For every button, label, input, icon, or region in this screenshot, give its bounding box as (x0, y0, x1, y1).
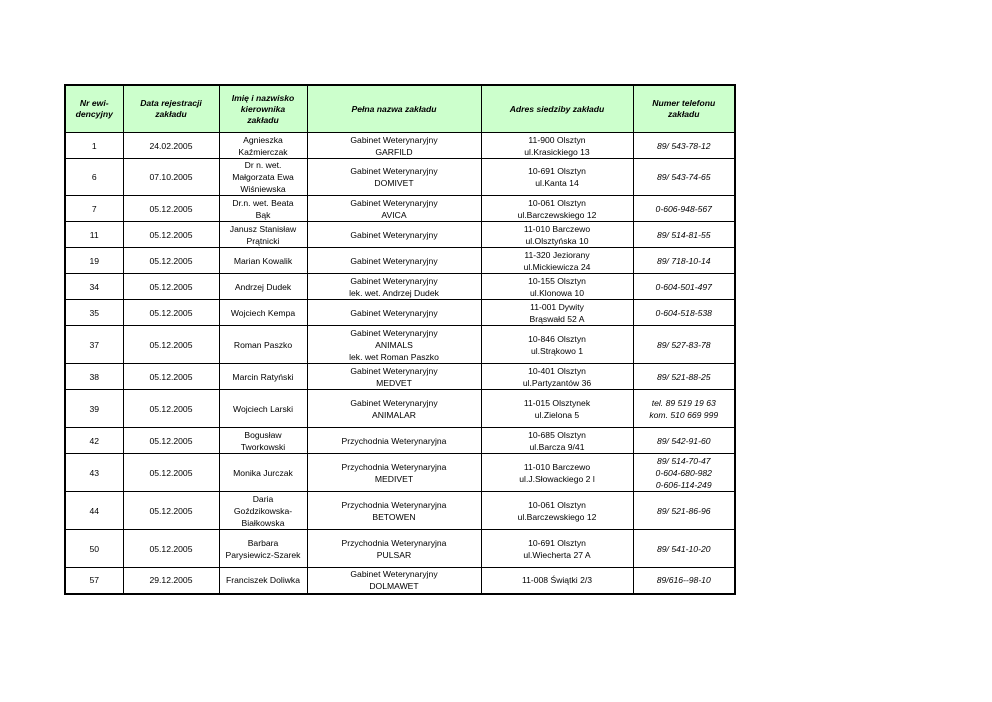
header-text-line: zakładu (155, 109, 187, 119)
cell-manager-line: Roman Paszko (233, 339, 293, 350)
cell-name (307, 454, 481, 492)
cell-address-line: 10-846 Olsztyn (528, 333, 586, 344)
cell-phone-line: 0-604-518-538 (655, 307, 712, 318)
cell-phone-line: 89/ 543-74-65 (656, 172, 711, 182)
cell-address (481, 196, 633, 222)
cell-date-line: 05.12.2005 (149, 281, 193, 292)
cell-address-line: 11-010 Barczewo (523, 223, 591, 234)
cell-name (307, 159, 481, 196)
cell-phone-line: 0-604-680-982 (655, 467, 712, 478)
cell-address (481, 428, 633, 454)
cell-name-line: Przychodnia Weterynaryjna (341, 537, 447, 548)
header-date (123, 85, 219, 133)
cell-phone (633, 428, 735, 454)
cell-address (481, 454, 633, 492)
cell-manager (219, 428, 307, 454)
cell-nr (65, 492, 123, 530)
cell-nr-line: 19 (89, 255, 100, 266)
cell-manager-line: Tworkowski (240, 441, 286, 452)
header-row (65, 85, 735, 133)
cell-nr-line: 35 (89, 307, 100, 318)
cell-phone (633, 274, 735, 300)
cell-name (307, 364, 481, 390)
cell-date (123, 159, 219, 196)
cell-manager (219, 133, 307, 159)
cell-manager (219, 159, 307, 196)
header-text-line: zakładu (247, 114, 279, 125)
table-row (65, 274, 735, 300)
cell-date-line: 05.12.2005 (149, 339, 193, 350)
cell-phone (633, 390, 735, 428)
cell-address-line: 11-320 Jeziorany (524, 249, 590, 260)
cell-phone-line: 89/ 718-10-14 (656, 255, 711, 266)
cell-name-line: Gabinet Weterynaryjny (350, 229, 438, 240)
cell-name-line: Gabinet Weterynaryjny (350, 275, 438, 286)
cell-manager-line: Wojciech Larski (232, 403, 294, 414)
header-nr (65, 85, 123, 133)
cell-address-line: ul.Barczewskiego 12 (517, 209, 597, 220)
cell-name-line: lek. wet Roman Paszko (349, 351, 439, 362)
table-row (65, 133, 735, 159)
cell-address (481, 568, 633, 594)
cell-manager-line: Daria (252, 493, 274, 504)
cell-address-line: ul.Olsztyńska 10 (525, 235, 589, 246)
cell-phone-line: 89/ 514-81-55 (656, 229, 711, 240)
cell-nr-line: 6 (91, 172, 97, 182)
cell-manager-line: Prątnicki (246, 235, 280, 246)
cell-manager (219, 326, 307, 364)
cell-nr (65, 274, 123, 300)
table-row (65, 326, 735, 364)
cell-name-line: Gabinet Weterynaryjny (350, 307, 438, 318)
cell-manager-line: Dr.n. wet. Beata (232, 197, 294, 208)
cell-nr-line: 11 (89, 229, 99, 240)
cell-nr (65, 196, 123, 222)
cell-phone-line: 89/ 542-91-60 (656, 435, 711, 446)
cell-phone-line: 89/ 527-83-78 (656, 339, 711, 350)
cell-manager-line: Wiśniewska (240, 184, 286, 194)
cell-phone-line: 89/ 521-88-25 (656, 371, 711, 382)
cell-address-line: ul.Klonowa 10 (530, 287, 584, 298)
cell-address (481, 159, 633, 196)
cell-nr (65, 159, 123, 196)
cell-address-line: ul.Mickiewicza 24 (523, 261, 591, 272)
table-row (65, 364, 735, 390)
cell-name (307, 274, 481, 300)
table-row (65, 390, 735, 428)
cell-manager-line: Bogusław (244, 429, 282, 440)
cell-manager-line: Monika Jurczak (233, 467, 293, 478)
table-row (65, 568, 735, 594)
cell-phone (633, 364, 735, 390)
cell-nr (65, 364, 123, 390)
cell-address (481, 364, 633, 390)
table-row (65, 248, 735, 274)
cell-manager-line: Franciszek Doliwka (225, 575, 301, 586)
cell-phone (633, 300, 735, 326)
header-text-line: dencyjny (75, 109, 113, 119)
cell-address-line: ul.J.Słowackiego 2 l (519, 473, 595, 484)
cell-nr-line: 50 (89, 543, 100, 554)
cell-manager-line: Bąk (255, 209, 271, 220)
cell-name-line: ANIMALAR (372, 409, 416, 420)
cell-date (123, 390, 219, 428)
cell-phone (633, 159, 735, 196)
cell-manager (219, 364, 307, 390)
cell-phone (633, 454, 735, 492)
cell-nr (65, 428, 123, 454)
cell-name-line: Gabinet Weterynaryjny (350, 569, 438, 580)
cell-name-line: PULSAR (376, 549, 412, 560)
cell-nr-line: 37 (89, 339, 100, 350)
cell-date-line: 05.12.2005 (149, 307, 193, 318)
cell-phone (633, 326, 735, 364)
header-text-line: Adres siedziby zakładu (509, 103, 605, 114)
table-row (65, 196, 735, 222)
cell-address-line: ul.Strąkowo 1 (530, 345, 584, 356)
cell-phone-line: tel. 89 519 19 63 (651, 397, 716, 408)
cell-manager-line: Marian Kowalik (233, 255, 293, 266)
cell-address-line: 10-691 Olsztyn (528, 537, 586, 548)
cell-phone-line: 89/ 521-86-96 (656, 505, 711, 516)
cell-nr-line: 7 (91, 203, 97, 214)
cell-manager-line: Agnieszka (243, 134, 283, 145)
cell-address-line: 10-685 Olsztyn (528, 429, 586, 440)
cell-manager (219, 300, 307, 326)
cell-name (307, 428, 481, 454)
cell-name (307, 133, 481, 159)
cell-name (307, 248, 481, 274)
cell-address (481, 248, 633, 274)
cell-phone-line: 89/ 541-10-20 (656, 543, 711, 554)
cell-nr-line: 34 (89, 281, 100, 292)
cell-name-line: DOMIVET (374, 178, 414, 188)
cell-name (307, 222, 481, 248)
cell-nr (65, 454, 123, 492)
cell-date (123, 274, 219, 300)
cell-date (123, 454, 219, 492)
cell-name-line: Przychodnia Weterynaryjna (341, 435, 447, 446)
cell-name-line: BETOWEN (372, 511, 416, 522)
cell-date-line: 05.12.2005 (149, 255, 193, 266)
cell-address-line: ul.Krasickiego 13 (524, 146, 590, 157)
table-row (65, 222, 735, 248)
cell-date-line: 05.12.2005 (149, 505, 193, 516)
cell-address-line: ul.Kanta 14 (535, 178, 579, 188)
cell-date-line: 24.02.2005 (149, 140, 193, 151)
cell-date-line: 29.12.2005 (149, 575, 193, 586)
cell-date-line: 05.12.2005 (149, 435, 193, 446)
cell-nr (65, 222, 123, 248)
cell-date (123, 196, 219, 222)
header-text-line: Pełna nazwa zakładu (351, 103, 437, 114)
table-row (65, 492, 735, 530)
cell-address-line: 10-155 Olsztyn (528, 275, 586, 286)
cell-nr (65, 390, 123, 428)
cell-date (123, 300, 219, 326)
cell-name (307, 196, 481, 222)
cell-nr (65, 300, 123, 326)
cell-phone (633, 568, 735, 594)
cell-name-line: MEDVET (376, 377, 412, 388)
cell-phone (633, 248, 735, 274)
cell-address-line: 10-401 Olsztyn (528, 365, 586, 376)
cell-name-line: Gabinet Weterynaryjny (350, 255, 438, 266)
cell-name-line: Gabinet Weterynaryjny (350, 197, 438, 208)
cell-name-line: MEDIVET (374, 473, 414, 484)
cell-address-line: 11-001 Dywity (530, 301, 584, 312)
cell-manager-line: Białkowska (241, 517, 285, 528)
cell-date (123, 428, 219, 454)
cell-phone-line: kom. 510 669 999 (649, 409, 719, 420)
cell-nr-line: 57 (89, 575, 100, 586)
header-address (481, 85, 633, 133)
cell-name-line: GARFILD (375, 146, 413, 157)
header-name (307, 85, 481, 133)
cell-address-line: ul.Zielona 5 (534, 409, 580, 420)
cell-phone (633, 530, 735, 568)
cell-nr-line: 38 (89, 371, 100, 382)
cell-nr-line: 44 (89, 505, 100, 516)
cell-address-line: 10-061 Olsztyn (528, 499, 586, 510)
cell-phone-line: 0-606-114-249 (655, 479, 712, 490)
cell-date (123, 248, 219, 274)
cell-phone-line: 89/616--98-10 (656, 575, 711, 586)
table-row (65, 159, 735, 196)
cell-manager-line: Andrzej Dudek (234, 281, 292, 292)
cell-manager (219, 248, 307, 274)
cell-phone (633, 196, 735, 222)
cell-name-line: Przychodnia Weterynaryjna (341, 499, 447, 510)
cell-nr-line: 1 (91, 140, 97, 151)
header-text-line: Imię i nazwisko (231, 92, 295, 103)
cell-date-line: 05.12.2005 (149, 371, 193, 382)
header-text-line: Nr ewi- (79, 98, 109, 108)
cell-manager-line: Dr n. wet. (244, 160, 282, 170)
cell-manager-line: Janusz Stanisław (229, 223, 297, 234)
cell-phone (633, 492, 735, 530)
cell-manager (219, 530, 307, 568)
cell-nr (65, 326, 123, 364)
cell-address (481, 133, 633, 159)
cell-name (307, 530, 481, 568)
cell-date-line: 07.10.2005 (149, 172, 193, 182)
cell-manager-line: Kaźmierczak (238, 146, 288, 157)
cell-address (481, 326, 633, 364)
cell-date (123, 568, 219, 594)
cell-manager (219, 274, 307, 300)
cell-name (307, 568, 481, 594)
cell-name (307, 492, 481, 530)
cell-name-line: ANIMALS (375, 339, 413, 350)
vet-registry-table (64, 84, 736, 595)
table-row (65, 428, 735, 454)
cell-manager-line: Marcin Ratyński (232, 371, 294, 382)
cell-name-line: lek. wet. Andrzej Dudek (349, 287, 439, 298)
header-text-line: zakładu (667, 109, 700, 119)
cell-manager (219, 390, 307, 428)
table-row (65, 300, 735, 326)
cell-manager-line: Wojciech Kempa (230, 307, 296, 318)
cell-address (481, 274, 633, 300)
cell-nr (65, 530, 123, 568)
cell-manager-line: Barbara (247, 537, 279, 548)
cell-manager (219, 196, 307, 222)
cell-date-line: 05.12.2005 (149, 467, 193, 478)
cell-date-line: 05.12.2005 (149, 203, 193, 214)
cell-name-line: Gabinet Weterynaryjny (350, 365, 438, 376)
header-text-line: Numer telefonu (652, 98, 716, 108)
cell-date-line: 05.12.2005 (149, 229, 193, 240)
cell-date (123, 530, 219, 568)
cell-address-line: 11-015 Olsztynek (523, 397, 591, 408)
cell-address (481, 492, 633, 530)
cell-name-line: Gabinet Weterynaryjny (350, 166, 438, 176)
cell-date (123, 133, 219, 159)
cell-address-line: ul.Partyzantów 36 (522, 377, 592, 388)
cell-phone (633, 222, 735, 248)
cell-date (123, 326, 219, 364)
cell-name-line: DOLMAWET (369, 581, 419, 592)
cell-phone-line: 89/ 514-70-47 (656, 455, 711, 466)
cell-manager (219, 454, 307, 492)
cell-address-line: ul.Barcza 9/41 (529, 441, 585, 452)
cell-phone-line: 0-604-501-497 (655, 281, 712, 292)
cell-date (123, 222, 219, 248)
cell-nr (65, 248, 123, 274)
table-row (65, 530, 735, 568)
cell-address-line: 10-061 Olsztyn (528, 197, 586, 208)
cell-manager-line: Goździkowska- (233, 505, 293, 516)
table-row (65, 454, 735, 492)
cell-phone-line: 89/ 543-78-12 (656, 140, 711, 151)
cell-address-line: ul.Wiecherta 27 A (523, 549, 591, 560)
cell-address-line: 11-010 Barczewo (523, 461, 591, 472)
cell-manager-line: Parysiewicz-Szarek (225, 549, 301, 560)
cell-address-line: 11-008 Świątki 2/3 (521, 575, 593, 586)
cell-date (123, 364, 219, 390)
cell-phone (633, 133, 735, 159)
cell-nr-line: 42 (89, 435, 100, 446)
cell-name-line: Przychodnia Weterynaryjna (341, 461, 447, 472)
cell-manager (219, 492, 307, 530)
cell-address-line: 10-691 Olsztyn (528, 166, 586, 176)
cell-phone-line: 0-606-948-567 (655, 203, 712, 214)
cell-name-line: AVICA (381, 209, 407, 220)
header-phone (633, 85, 735, 133)
cell-address-line: Brąswałd 52 A (529, 313, 585, 324)
cell-name-line: Gabinet Weterynaryjny (350, 397, 438, 408)
cell-date-line: 05.12.2005 (149, 403, 193, 414)
header-text-line: kierownika (240, 103, 286, 114)
cell-date-line: 05.12.2005 (149, 543, 193, 554)
cell-address (481, 530, 633, 568)
cell-address (481, 222, 633, 248)
cell-manager-line: Małgorzata Ewa (232, 172, 294, 182)
cell-nr-line: 39 (89, 403, 100, 414)
cell-address-line: 11-900 Olsztyn (528, 134, 586, 145)
cell-address-line: ul.Barczewskiego 12 (517, 511, 597, 522)
cell-name (307, 390, 481, 428)
cell-nr-line: 43 (89, 467, 100, 478)
header-manager (219, 85, 307, 133)
cell-address (481, 300, 633, 326)
cell-manager (219, 222, 307, 248)
cell-nr (65, 568, 123, 594)
cell-address (481, 390, 633, 428)
cell-name (307, 326, 481, 364)
cell-name-line: Gabinet Weterynaryjny (350, 327, 438, 338)
cell-name (307, 300, 481, 326)
cell-name-line: Gabinet Weterynaryjny (350, 134, 438, 145)
cell-nr (65, 133, 123, 159)
header-text-line: Data rejestracji (140, 98, 202, 108)
cell-date (123, 492, 219, 530)
cell-manager (219, 568, 307, 594)
